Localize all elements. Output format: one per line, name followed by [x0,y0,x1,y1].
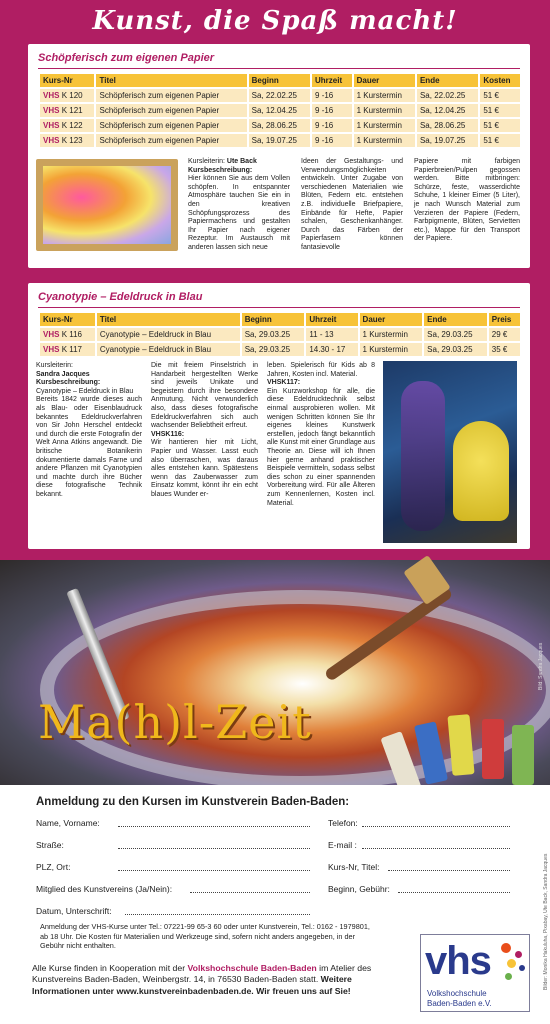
column-header: Titel [96,74,246,87]
field-label-street: Straße: [36,840,64,850]
cell-uhrzeit: 11 - 13 [306,328,357,341]
vhs-prefix: VHS [43,136,60,145]
table-header-row [40,74,520,87]
k117-text: Ein Kurzworkshop für alle, die diese Edeldrucktechnik selbst einmal ausprobieren wollen. Mit wenigen Schritten können Sie Ihr eigenes kleines Kunstwerk erstellen, jedoch fängt bekanntlich alle Kunst mit einer Grundlage aus Theorie an. Diese will ich Ihnen hier gerne anhand praktischer Beispiele vermitteln, sodass selbst dies schon zu einer spannenden Vorbereitung wird. Für alle Älteren zum Kennenlernen, Kosten incl. Material. [267,387,375,507]
cell-uhrzeit: 9 -16 [312,134,352,147]
cell-kosten: 29 € [489,328,520,341]
form-title: Anmeldung zu den Kursen im Kunstverein Baden-Baden: [36,796,350,808]
cell-kosten: 51 € [480,104,520,117]
cell-uhrzeit: 14.30 - 17 [306,343,357,356]
course-title-cyanotypie: Cyanotypie – Edeldruck in Blau [38,291,203,303]
column-header: Dauer [354,74,415,87]
logo-dot [519,965,525,971]
bottom-credit: Bilder: Monika Hakuluha, Pixabay, Ute Back, Sandra Jacques [543,853,549,990]
cell-beginn: Sa, 19.07.25 [249,134,310,147]
vhs-prefix: VHS [43,330,60,339]
paint-tube [447,714,474,776]
column-header: Preis [489,313,520,326]
registration-note: Anmeldung der VHS-Kurse unter Tel.: 07221-99 65-3 60 oder unter Kunstverein, Tel.: 0162 - 1979801, ab 18 Uhr. Die Kosten für Materialien und Werkzeuge sind, sofern nicht anders angegeben, in der Gebühr nicht enthalten. [40,922,370,951]
course-table-papier [38,72,522,149]
cell-beginn: Sa, 29.03.25 [242,343,305,356]
k117-heading: VHSK117: [267,379,301,387]
vhs-prefix: VHS [43,91,60,100]
column-header: Dauer [360,313,423,326]
vhs-logo [420,934,530,1012]
paint-tubes [390,715,540,775]
logo-dot [501,943,511,953]
course-number: K 116 [61,330,82,339]
cell-title: Cyanotypie – Edeldruck in Blau [97,328,240,341]
member-field[interactable] [190,892,310,893]
column-header: Kurs-Nr [40,74,94,87]
course-number-cell [40,119,94,132]
field-label-city: PLZ, Ort: [36,862,71,872]
page-headline: Kunst, die Spaß macht! [92,6,458,36]
course-number-cell [40,104,94,117]
description-heading: Kursbeschreibung: [188,166,253,174]
instructor-label: Kursleiterin: [188,158,227,165]
course-field[interactable] [388,870,510,871]
field-label-email: E-mail : [328,840,357,850]
cell-beginn: Sa, 12.04.25 [249,104,310,117]
table-row [40,134,520,147]
course-number: K 117 [61,345,82,354]
cell-title: Schöpferisch zum eigenen Papier [96,134,246,147]
table-header-row [40,313,520,326]
field-label-signature: Datum, Unterschrift: [36,906,112,916]
website-info: Weitere Informationen unter www.kunstvereinbadenbaden.de. Wir freuen uns auf Sie! [32,974,352,996]
field-label-phone: Telefon: [328,818,358,828]
street-field[interactable] [118,848,310,849]
field-label-member: Mitglied des Kunstvereins (Ja/Nein): [36,884,173,894]
logo-line1: Volkshochschule [427,989,487,998]
field-label-name: Name, Vorname: [36,818,100,828]
course1-text-col2: Ideen der Gestaltungs- und Verwendungsmöglichkeiten entwickeln. Unter Zugabe von verschiedenen Materialien wie Blüten, Federn etc. entstehen z.B. individuelle Briefpapiere, Einbände für Hefte, Papier schalen, Geschenkanhänger. Durch das Färben der Papierfasern können fantasievolle [301,158,403,251]
column-header: Ende [424,313,487,326]
cell-ende: Sa, 19.07.25 [417,134,478,147]
vhs-name-highlight: Volkshochschule Baden-Baden [187,963,317,973]
logo-dot [515,951,522,958]
course-number-cell [40,343,95,356]
city-field[interactable] [118,870,310,871]
cell-dauer: 1 Kurstermin [360,328,423,341]
cell-uhrzeit: 9 -16 [312,104,352,117]
description-text: Die mit freiem Pinselstrich in Handarbeit hergestellten Werke sind jeweils Unikate und begeistern durch ihre besondere Anmutung. Nicht verwunderlich also, dass dieses fotografische Edeldruckverfahren sich auch wachsender Beliebtheit erfreut. [151,362,258,430]
signature-field[interactable] [125,914,310,915]
title-underline [38,307,520,308]
cell-uhrzeit: 9 -16 [312,119,352,132]
cell-uhrzeit: 9 -16 [312,89,352,102]
course-title-papier: Schöpferisch zum eigenen Papier [38,52,215,64]
closing-text-part: Alle Kurse finden in Kooperation mit der [32,963,188,973]
logo-dot [505,973,512,980]
column-header: Uhrzeit [312,74,352,87]
course2-text-col1 [36,362,142,500]
cell-dauer: 1 Kurstermin [354,104,415,117]
logo-dot [507,959,516,968]
course-number-cell [40,89,94,102]
closing-text-part: im Atelier des Kunstvereins Baden-Baden, Weinbergstr. 14, in 76530 Baden-Baden statt. [32,963,372,985]
cell-beginn: Sa, 28.06.25 [249,119,310,132]
cell-ende: Sa, 29.03.25 [424,343,487,356]
image-credit: Bild: Sandra Jacques [538,642,544,690]
vhs-prefix: VHS [43,106,60,115]
instructor-label: Kursleiterin: [36,362,73,369]
cell-title: Schöpferisch zum eigenen Papier [96,119,246,132]
table-row [40,119,520,132]
description-subtitle: Cyanotypie – Edeldruck in Blau [36,387,134,395]
paint-tube [482,719,504,779]
description-text: Bereits 1842 wurde dieses auch als Blau- oder Eisenblaudruck bekanntes Edeldruckverfahren von Sir John Herschel entdeckt und durch die erste Fotografin der Welt Anna Atkins angewandt. Die britische Botanikerin dokumentierte damals Farne und andere Pflanzen mit Cyanotypien und machte durch ihre Bücher diese fotografische Technik bekannt. [36,396,142,498]
course-number: K 120 [61,91,83,100]
course-table-cyanotypie [38,311,522,358]
vhs-prefix: VHS [43,345,60,354]
table-row [40,343,520,356]
cell-dauer: 1 Kurstermin [354,89,415,102]
course-number-cell [40,134,94,147]
name-field[interactable] [118,826,310,827]
column-header: Titel [97,313,240,326]
logo-line2: Baden-Baden e.V. [427,999,492,1008]
instructor-name: Sandra Jacques [36,370,90,378]
paper-tray-image [36,159,178,251]
title-underline [38,68,520,69]
cell-beginn: Sa, 22.02.25 [249,89,310,102]
start-fee-field[interactable] [398,892,510,893]
table-row [40,104,520,117]
figure-shape [453,421,509,521]
column-header: Uhrzeit [306,313,357,326]
figure-shape [401,381,445,531]
cell-ende: Sa, 28.06.25 [417,119,478,132]
cell-ende: Sa, 29.03.25 [424,328,487,341]
instructor-name: Ute Back [226,158,257,165]
description-heading: Kursbeschreibung: [36,379,101,387]
column-header: Kurs-Nr [40,313,95,326]
column-header: Beginn [249,74,310,87]
field-label-start-fee: Beginn, Gebühr: [328,884,390,894]
cell-dauer: 1 Kurstermin [354,119,415,132]
course2-text-col3 [267,362,375,508]
cell-title: Schöpferisch zum eigenen Papier [96,104,246,117]
k116-text: Wir hantieren hier mit Licht, Papier und Wasser. Lasst euch also überraschen, was daraus alles entstehen kann. Spätestens wenn das Zauberwasser zum Einsatz kommt, könnt ihr ein echt blaues Wunder er- [151,439,258,498]
paint-tube [512,725,534,785]
course2-text-col2 [151,362,258,500]
column-header: Kosten [480,74,520,87]
k116-heading: VHSK116: [151,430,185,438]
cell-title: Cyanotypie – Edeldruck in Blau [97,343,240,356]
cell-dauer: 1 Kurstermin [360,343,423,356]
artwork-title: Ma(h)l-Zeit [38,695,312,749]
cell-kosten: 51 € [480,89,520,102]
column-header: Ende [417,74,478,87]
course-number: K 122 [61,121,83,130]
vhs-prefix: VHS [43,121,60,130]
description-text: leben. Spielerisch für Kids ab 8 Jahren, Kosten incl. Material. [267,362,375,378]
vhs-logo-mark: vhs [425,939,491,983]
cell-kosten: 51 € [480,119,520,132]
column-header: Beginn [242,313,305,326]
cell-kosten: 35 € [489,343,520,356]
cell-ende: Sa, 12.04.25 [417,104,478,117]
field-label-course: Kurs-Nr, Titel: [328,862,380,872]
closing-text [32,963,412,997]
table-row [40,89,520,102]
cell-dauer: 1 Kurstermin [354,134,415,147]
marbled-paper [43,166,171,244]
course-number: K 123 [61,136,83,145]
course1-text-col1 [188,158,290,253]
cell-beginn: Sa, 29.03.25 [242,328,305,341]
table-row [40,328,520,341]
cyanotype-artwork-image [383,361,517,543]
email-field[interactable] [362,848,510,849]
course-number: K 121 [61,106,83,115]
cell-ende: Sa, 22.02.25 [417,89,478,102]
cell-title: Schöpferisch zum eigenen Papier [96,89,246,102]
phone-field[interactable] [362,826,510,827]
course1-text-col3: Papiere mit farbigen Papierbreien/Pulpen gegossen werden. Bitte mitbringen: Schürze, feste, wasserdichte Schuhe, 1 kleiner Eimer (5 Liter), je nach Wunsch Material zum Verzieren der Papiere (Federn, Farbpigmente, Blüten, Servietten etc.), Mappe für den Transport der Papiere. [414,158,520,243]
course-number-cell [40,328,95,341]
description-text: Hier können Sie aus dem Vollen schöpfen. In entspannter Atmosphäre tauchen Sie ein in den kreativen Schöpfungsprozess des Papiermachens und gestalten Ihr Papier nach eigener Rezeptur. Im Austausch mit anderen lassen sich neue [188,175,290,251]
cell-kosten: 51 € [480,134,520,147]
